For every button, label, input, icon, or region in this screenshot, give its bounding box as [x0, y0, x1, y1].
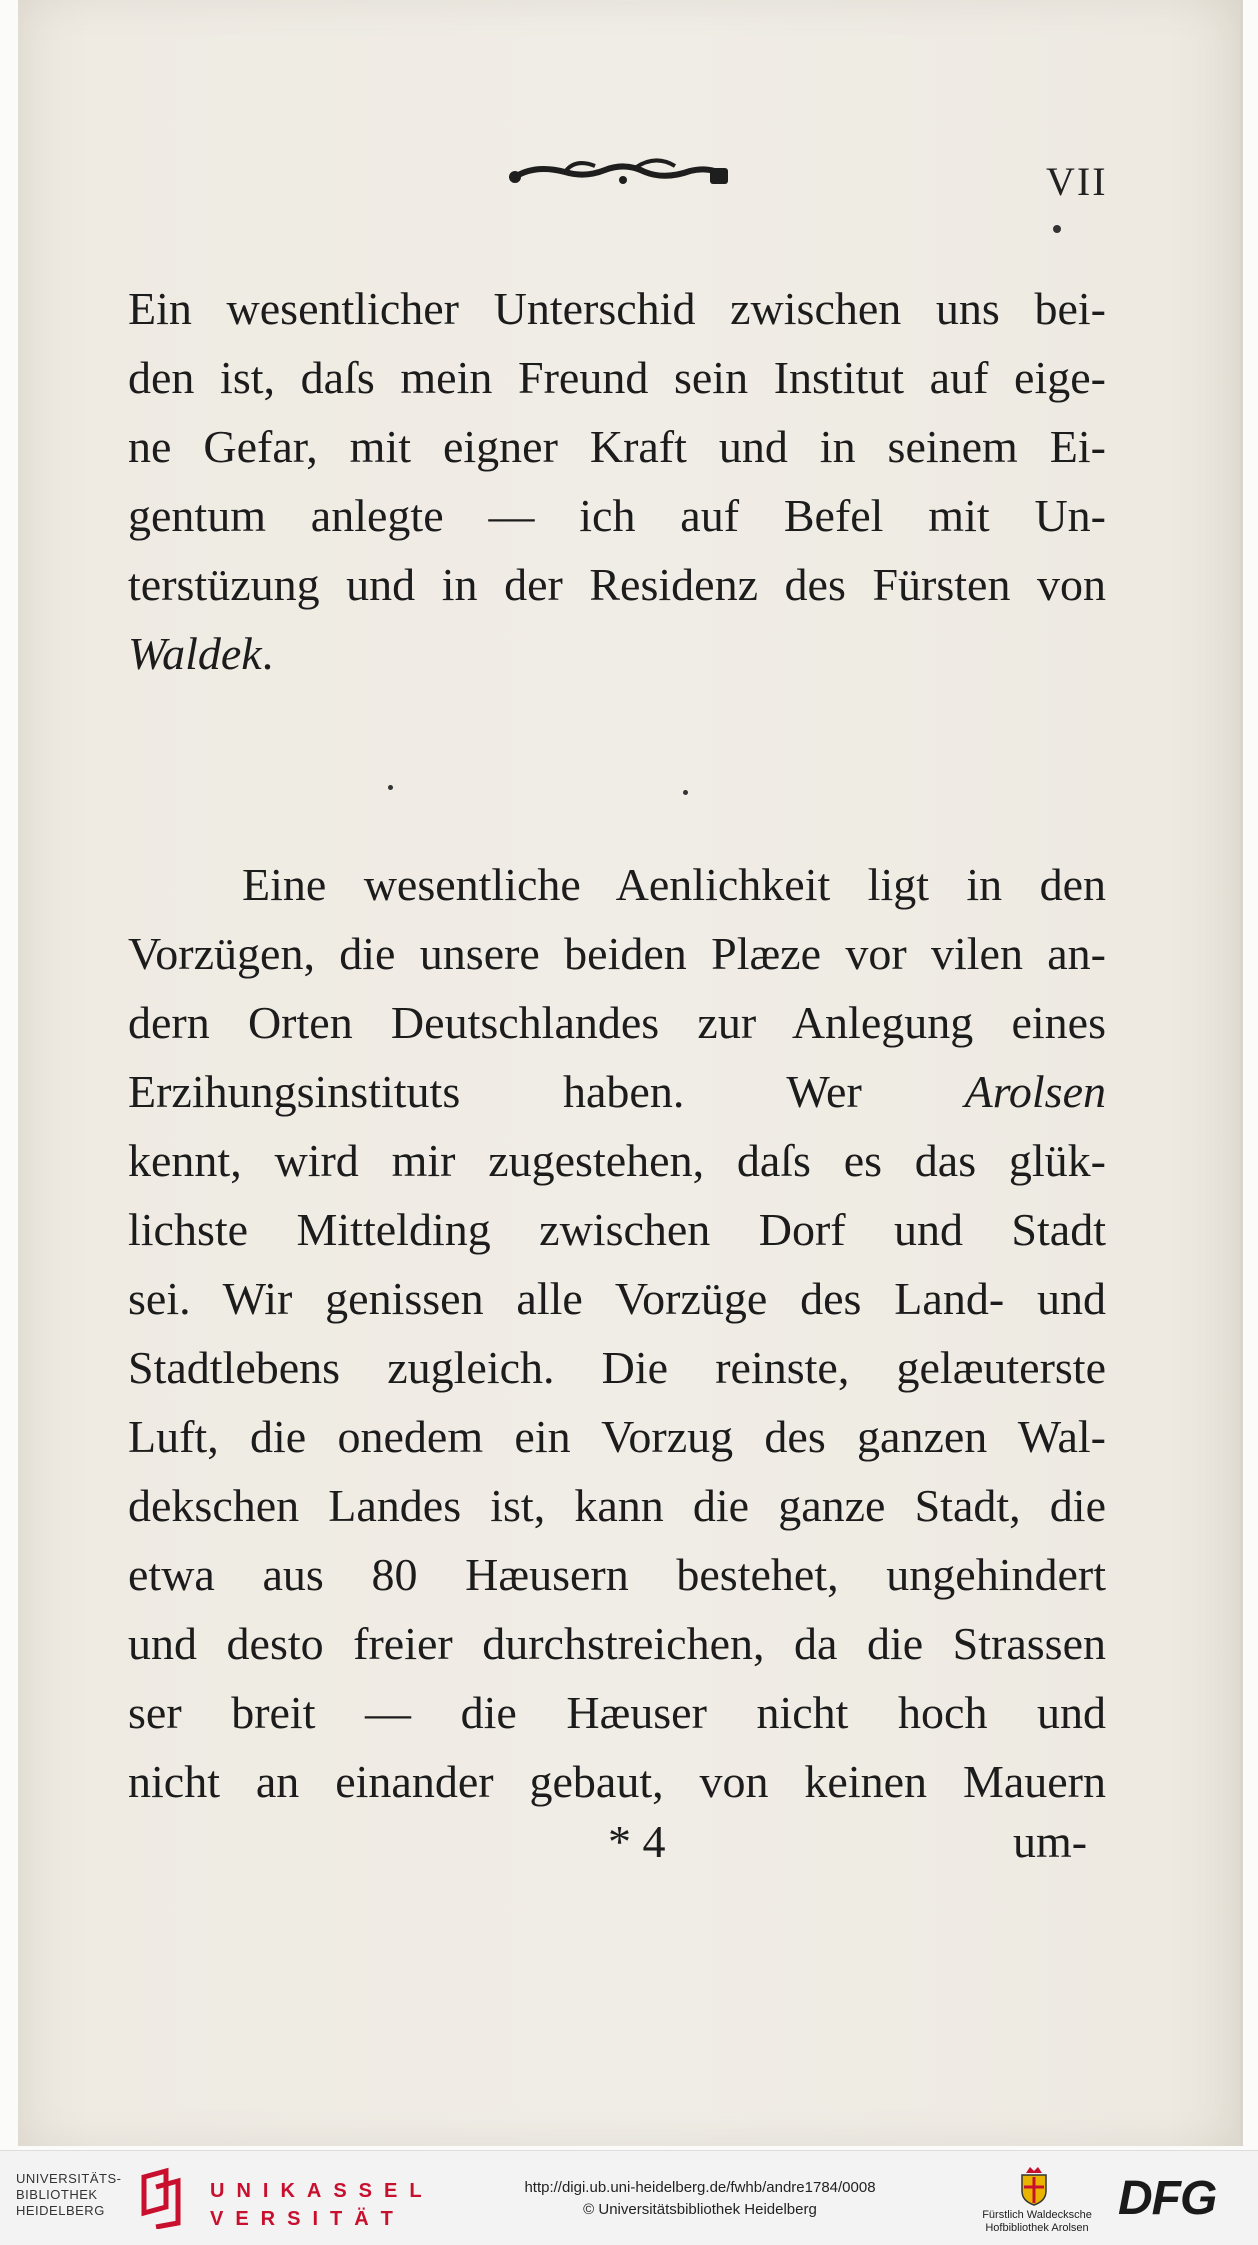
arolsen-line: Fürstlich Waldecksche — [982, 2209, 1092, 2221]
signature-mark: * 4 — [608, 1816, 666, 1867]
text-line: terstüzung und in der Residenz des Fürsten von — [128, 559, 1106, 610]
ornament-vignette — [505, 150, 735, 200]
text-line — [128, 1057, 1106, 1126]
viewer-footer — [0, 2150, 1258, 2245]
unikassel-line-2: VERSITÄT — [210, 2208, 405, 2230]
catchword: um- — [1013, 1816, 1088, 1867]
library-line: HEIDELBERG — [16, 2203, 105, 2218]
text-line: sei. Wir genissen alle Vorzüge des Land- und — [128, 1273, 1106, 1324]
text-line: gentum anlegte — ich auf Befel mit Un- — [128, 490, 1106, 541]
text-line: Ein wesentlicher Unterschid zwischen uns bei- — [128, 283, 1106, 334]
text-line: Stadtlebens zugleich. Die reinste, gelæuterste — [128, 1342, 1106, 1393]
crest-icon — [1016, 2163, 1052, 2207]
period: . — [261, 628, 274, 679]
italic-name-waldek: Waldek — [128, 628, 262, 679]
text-line: und desto freier durchstreichen, da die Strassen — [128, 1618, 1106, 1669]
page-mark — [1053, 225, 1061, 233]
arolsen-library-label[interactable] — [962, 2209, 1112, 2235]
paragraph-1 — [128, 274, 1106, 688]
stray-mark — [683, 790, 688, 795]
arolsen-line: Hofbibliothek Arolsen — [985, 2222, 1089, 2234]
book-page — [18, 0, 1243, 2146]
library-line: UNIVERSITÄTS- — [16, 2171, 122, 2186]
permalink-url[interactable]: http://digi.ub.uni-heidelberg.de/fwhb/andre1784/0008 — [524, 2179, 876, 2196]
text-line: kennt, wird mir zugestehen, daſs es das glük- — [128, 1135, 1106, 1186]
source-info — [470, 2177, 930, 2221]
stray-mark — [388, 785, 393, 790]
text-line: ser breit — die Hæuser nicht hoch und — [128, 1687, 1106, 1738]
text-line: dern Orten Deutschlandes zur Anlegung eines — [128, 997, 1106, 1048]
page-number: VII — [1046, 159, 1108, 204]
text-line: nicht an einander gebaut, von keinen Mauern — [128, 1756, 1106, 1807]
italic-name-arolsen: Arolsen — [964, 1066, 1106, 1117]
text-line: Vorzügen, die unsere beiden Plæze vor vilen an- — [128, 928, 1106, 979]
text-line: Luft, die onedem ein Vorzug des ganzen Wal- — [128, 1411, 1106, 1462]
text-line: etwa aus 80 Hæusern bestehet, ungehindert — [128, 1549, 1106, 1600]
dfg-logo[interactable]: DFG — [1118, 2172, 1217, 2225]
text-line: Eine wesentliche Aenlichkeit ligt in den — [242, 859, 1106, 910]
text-line: den ist, daſs mein Freund sein Institut auf eige- — [128, 352, 1106, 403]
text-line: dekschen Landes ist, kann die ganze Stadt, die — [128, 1480, 1106, 1531]
text-line-start: Erzihungsinstituts haben. Wer — [128, 1066, 862, 1117]
library-line: BIBLIOTHEK — [16, 2187, 98, 2202]
unikassel-line-1: UNIKASSEL — [210, 2180, 434, 2202]
unikassel-wordmark[interactable] — [210, 2177, 440, 2233]
text-line: lichste Mittelding zwischen Dorf und Stadt — [128, 1204, 1106, 1255]
text-line: ne Gefar, mit eigner Kraft und in seinem Ei- — [128, 421, 1106, 472]
heidelberg-library-label[interactable] — [16, 2171, 136, 2219]
unikassel-logo-icon[interactable] — [136, 2167, 186, 2229]
text-line-last — [128, 619, 1106, 688]
copyright-notice: © Universitätsbibliothek Heidelberg — [583, 2201, 817, 2218]
paragraph-2 — [128, 850, 1106, 1816]
